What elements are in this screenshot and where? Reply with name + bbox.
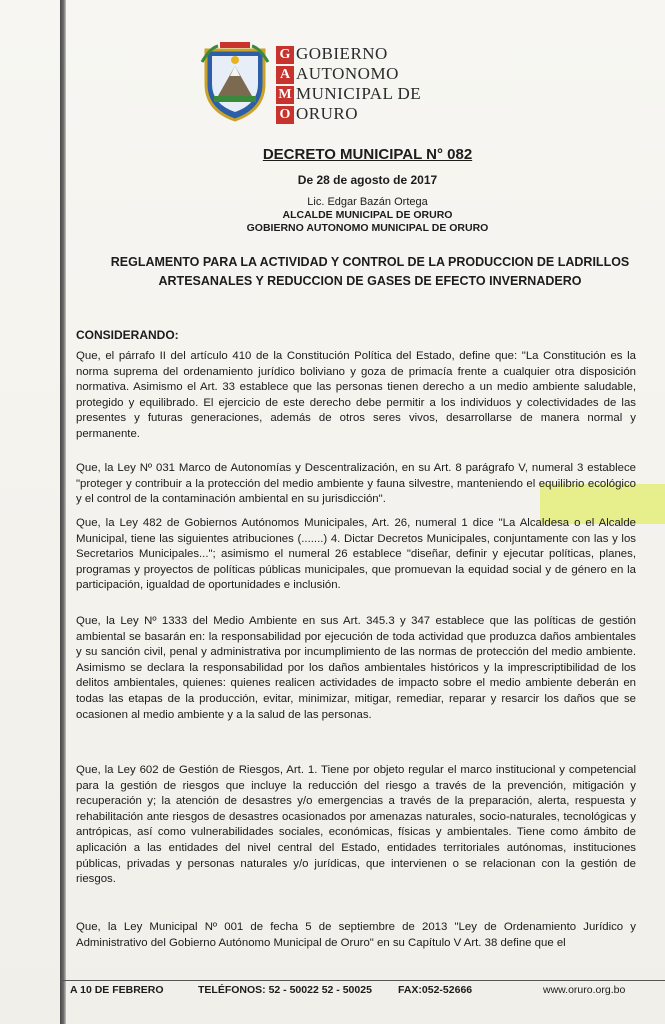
logo-letter: G <box>276 46 294 64</box>
considerando-heading: CONSIDERANDO: <box>76 328 179 342</box>
footer-phones: TELÉFONOS: 52 - 50022 52 - 50025 <box>198 984 372 996</box>
signer-name: Lic. Edgar Bazán Ortega <box>307 196 428 208</box>
signer-org: GOBIERNO AUTONOMO MUNICIPAL DE ORURO <box>246 222 489 234</box>
paragraph: Que, el párrafo II del artículo 410 de la Constitución Política del Estado, define que: "La Constitución es la norma suprema del ordenamiento jurídico boliviano y goza de primacía frente a cualquier otra disposición normativa. Asimismo el Art. 33 establece que las personas tienen derecho a un medio ambiente saludable, protegido y equilibrado. El ejercicio de este derecho debe permitir a los individuos y colectividades de las presentes y futuras generaciones, además de otros seres vivos, desarrollarse de manera normal y permanente. <box>76 350 636 440</box>
paragraph: Que, la Ley Nº 1333 del Medio Ambiente en sus Art. 345.3 y 347 establece que las políticas de gestión ambiental se basarán en: la responsabilidad por ejecución de toda actividad que produzca daños ambientales y su sanción civil, penal y administrativa por incumplimiento de las normas de protección del medio ambiente. Asimismo se declara la responsabilidad por los daños ambientales históricos y la imprescriptibilidad de los delitos ambientales, quienes: quienes realicen actividades de impacto sobre el medio ambiente deberán en todas las etapas de la producción, evitar, minimizar, mitigar, remediar, reparar y resarcir los daños que se ocasionen al medio ambiente y a la salud de las personas. <box>76 615 636 721</box>
org-line: MUNICIPAL DE <box>296 84 422 103</box>
org-line: AUTONOMO <box>296 64 399 83</box>
logo-letter: A <box>276 66 294 84</box>
decree-title: DECRETO MUNICIPAL N° 082 <box>262 146 473 163</box>
org-name <box>296 44 461 124</box>
paragraph: Que, la Ley 482 de Gobiernos Autónomos Municipales, Art. 26, numeral 1 dice "La Alcaldesa o el Alcalde Municipal, tiene las siguientes atribuciones (.......) 4. Dictar Decretos Municipales, conjuntamente con las y los Secretarios Municipales..."; asimismo el numeral 26 establece "diseñar, definir y ejecutar políticas, planes, programas y proyectos de políticas públicas municipales, que promuevan la equidad social y de género en la participación, igualdad de oportunidades e inclusión. <box>76 517 636 592</box>
paragraph: Que, la Ley Nº 031 Marco de Autonomías y Descentralización, en su Art. 8 parágrafo V, numeral 3 establece "proteger y contribuir a la protección del medio ambiente y fauna silvestre, manteniendo el equilibrio ecológico y el control de la contaminación ambiental en su jurisdicción". <box>76 462 636 506</box>
paragraph: Que, la Ley Municipal Nº 001 de fecha 5 de septiembre de 2013 "Ley de Ordenamiento Jurídico y Administrativo del Gobierno Autónomo Municipal de Oruro" en su Capítulo V Art. 38 define que el <box>76 921 636 949</box>
coat-of-arms-icon <box>200 40 270 122</box>
org-line: GOBIERNO <box>296 44 388 63</box>
scan-binding-edge <box>60 0 66 1024</box>
letterhead <box>200 40 460 126</box>
decree-date: De 28 de agosto de 2017 <box>297 173 438 187</box>
footer-address: A 10 DE FEBRERO <box>70 984 164 996</box>
footer-fax: FAX:052-52666 <box>398 984 473 996</box>
signer-role: ALCALDE MUNICIPAL DE ORURO <box>282 209 453 221</box>
footer-website: www.oruro.org.bo <box>543 984 626 996</box>
logo-letter: M <box>276 86 294 104</box>
footer <box>60 980 665 1001</box>
org-line: ORURO <box>296 104 359 123</box>
paragraph: Que, la Ley 602 de Gestión de Riesgos, Art. 1. Tiene por objeto regular el marco institucional y competencial para la gestión de riesgos que incluye la reducción del riesgo a través de la prevención, mitigación y recuperación y; la atención de desastres y/o emergencias a través de la preparación, alerta, respuesta y rehabilitación ante riesgos de desastres ocasionados por amenazas naturales, socio-naturales, tecnológicas y antrópicas, así como vulnerabilidades sociales, económicas, físicas y ambientales. Tiene como ámbito de aplicación a las entidades del nivel central del Estado, entidades territoriales autónomas, instituciones públicas, privadas y personas naturales y/o jurídicas, que intervienen o se relacionan con la gestión de riesgos. <box>76 764 636 886</box>
gamo-acronym <box>276 46 294 126</box>
regulation-title: REGLAMENTO PARA LA ACTIVIDAD Y CONTROL DE LA PRODUCCION DE LADRILLOS ARTESANALES Y REDUCCION DE GASES DE EFECTO INVERNADERO <box>110 255 630 288</box>
logo-letter: O <box>276 106 294 124</box>
